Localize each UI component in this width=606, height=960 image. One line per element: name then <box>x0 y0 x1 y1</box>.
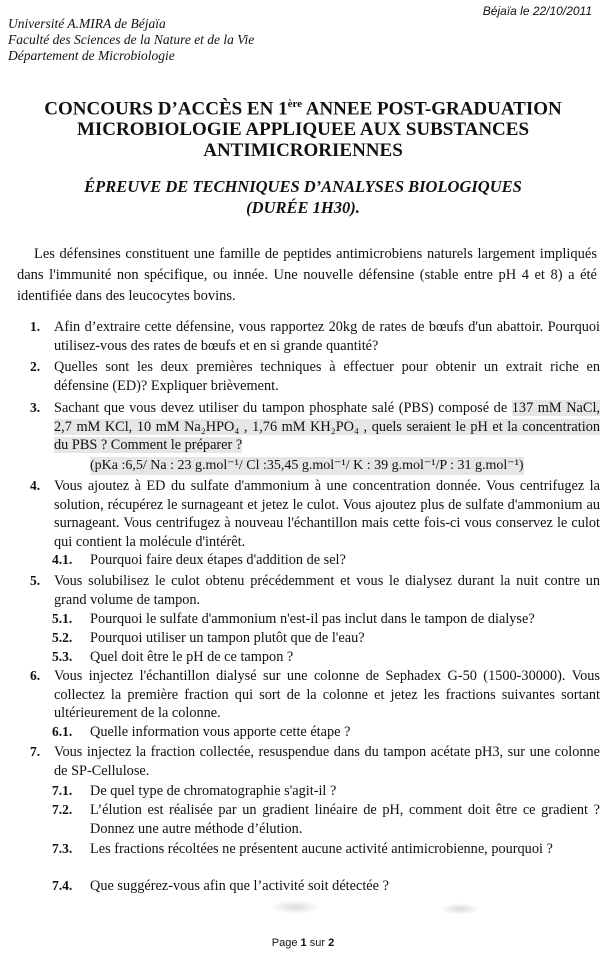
scan-smudge <box>270 900 320 914</box>
date: Béjaïa le 22/10/2011 <box>482 4 592 18</box>
question-5-2 <box>52 629 600 648</box>
question-number: 4.1. <box>52 552 73 567</box>
question-text: Afin d’extraire cette défensine, vous rapportez 20kg de rates de bœufs d'un abattoir. Pourquoi utilisez-vous des rates de bœufs et en si grande quantité? <box>54 319 600 354</box>
question-number: 6.1. <box>52 724 73 739</box>
question-7-4 <box>52 877 600 896</box>
question-6-1 <box>52 723 600 742</box>
question-number: 3. <box>30 400 41 415</box>
title-line-3: ANTIMICRORIENNES <box>203 140 403 162</box>
exam-subtitle <box>0 176 606 218</box>
question-text: Pourquoi le sulfate d'ammonium n'est-il pas inclut dans le tampon de dialyse? <box>90 611 535 627</box>
question-number: 7.1. <box>52 783 73 798</box>
question-text: De quel type de chromatographie s'agit-il ? <box>90 783 337 799</box>
question-number: 5.1. <box>52 611 73 626</box>
question-5 <box>30 572 600 609</box>
question-number: 7.3. <box>52 841 73 856</box>
current-page: 1 <box>300 937 307 949</box>
question-text: Vous solubilisez le culot obtenu précédemment et vous le dialysez durant la nuit contre un grand volume de tampon. <box>54 573 600 608</box>
question-text: Pourquoi faire deux étapes d'addition de sel? <box>90 552 346 568</box>
question-text: Vous ajoutez à ED du sulfate d'ammonium à une concentration donnée. Vous centrifugez la solution, récupérez le surnageant et jetez le culot. Vous ajoutez plus de sulfate d'ammonium au surnageant. Vous centrifugez à nouveau l'échantillon mais cette fois-ci vous conservez le culot qui contient la molécule d'intérêt. <box>54 478 600 550</box>
faculty-name: Faculté des Sciences de la Nature et de la Vie <box>8 32 255 47</box>
title-line-2: MICROBIOLOGIE APPLIQUEE AUX SUBSTANCES <box>76 119 530 141</box>
question-text: Que suggérez-vous afin que l’activité soit détectée ? <box>90 878 389 894</box>
page-footer: Page 1 sur 2 <box>271 937 335 949</box>
question-3 <box>30 399 600 455</box>
question-number: 2. <box>30 359 41 374</box>
scan-smudge <box>440 903 480 915</box>
exam-title <box>0 94 606 161</box>
question-text: Quelles sont les deux premières techniques à effectuer pour obtenir un extrait riche en défensine (ED)? Expliquer brièvement. <box>54 359 600 394</box>
question-4 <box>30 477 600 551</box>
subtitle-line-1: ÉPREUVE DE TECHNIQUES D’ANALYSES BIOLOGIQUES <box>84 177 522 196</box>
question-text: Vous injectez l'échantillon dialysé sur une colonne de Sephadex G-50 (1500-30000). Vous collectez la première fraction qui sort de la colonne et jetez les fractions suivantes sortant ultérieurement de la colonne. <box>54 668 600 721</box>
subtitle-line-2: (DURÉE 1H30). <box>246 198 360 217</box>
question-text: Sachant que vous devez utiliser du tampon phosphate salé (PBS) composé de 137 mM NaCl, 2,7 mM KCl, 10 mM Na₂HPO₄ , 1,76 mM KH₂PO₄ , quels seraient le pH et la concentration du PBS ? Comment le préparer ? <box>54 400 600 453</box>
question-5-1 <box>52 610 600 629</box>
question-number: 7. <box>30 744 41 759</box>
question-4-1 <box>52 551 600 570</box>
constants-line: (pKa :6,5/ Na : 23 g.mol⁻¹/ Cl :35,45 g.mol⁻¹/ K : 39 g.mol⁻¹/P : 31 g.mol⁻¹) <box>90 458 524 473</box>
question-number: 5.2. <box>52 630 73 645</box>
question-text: Les fractions récoltées ne présentent aucune activité antimicrobienne, pourquoi ? <box>90 841 553 857</box>
question-number: 1. <box>30 319 41 334</box>
question-text: L’élution est réalisée par un gradient linéaire de pH, comment doit être ce gradient ? Donnez une autre méthode d’élution. <box>90 802 600 837</box>
question-7-3 <box>52 840 600 859</box>
question-number: 6. <box>30 668 41 683</box>
question-text: Pourquoi utiliser un tampon plutôt que de l'eau? <box>90 630 365 646</box>
university-name: Université A.MIRA de Béjaïa <box>8 16 166 31</box>
question-7 <box>30 743 600 780</box>
department-name: Département de Microbiologie <box>8 48 175 63</box>
question-number: 7.2. <box>52 802 73 817</box>
institution-header <box>8 16 254 64</box>
question-number: 7.4. <box>52 878 73 893</box>
buffer-composition: 137 mM NaCl, 2,7 mM KCl, 10 mM Na₂HPO₄ , 1,76 mM KH₂PO₄ , quels seraient le pH et la concentration du PBS ? Comment le préparer ? <box>54 400 600 453</box>
question-1 <box>30 318 600 355</box>
question-7-1 <box>52 782 600 801</box>
title-line-1: CONCOURS D’ACCÈS EN 1ère ANNEE POST-GRADUATION <box>44 98 562 120</box>
total-pages: 2 <box>328 937 335 949</box>
question-5-3 <box>52 648 600 667</box>
question-6 <box>30 667 600 723</box>
question-text: Quelle information vous apporte cette étape ? <box>90 724 351 740</box>
question-text: Vous injectez la fraction collectée, resuspendue dans du tampon acétate pH3, sur une colonne de SP-Cellulose. <box>54 744 600 779</box>
question-number: 5. <box>30 573 41 588</box>
question-text: Quel doit être le pH de ce tampon ? <box>90 649 294 665</box>
question-2 <box>30 358 600 395</box>
question-number: 4. <box>30 478 41 493</box>
question-number: 5.3. <box>52 649 73 664</box>
intro-paragraph: Les défensines constituent une famille de peptides antimicrobiens naturels largement impliqués dans l'immunité non spécifique, ou innée. Une nouvelle défensine (stable entre pH 4 et 8) a été identifiée dans des leucocytes bovins. <box>17 246 597 304</box>
question-7-2 <box>52 801 600 838</box>
